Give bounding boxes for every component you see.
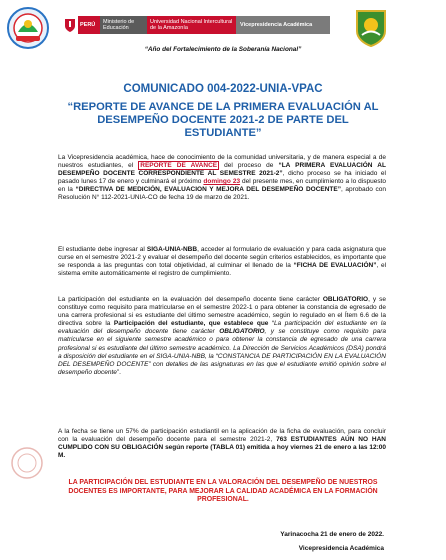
ministry-label: Ministerio de Educación (100, 16, 147, 34)
year-motto: “Año del Fortalecimiento de la Soberanía Nacional” (144, 46, 302, 53)
paragraph-4: A la fecha se tiene un 57% de participación estudiantil en la aplicación de la ficha de evaluación, para concluir con la evaluación del desempeño docente para el semestre 2021-2, 763 ESTUDIANTES AÚN NO HAN CUMPLIDO CON SU OBLIGACIÓN según reporte (TABLA 01) emitida a hoy viernes 21 de enero a las 12:00 M. (58, 428, 386, 460)
paragraph-3: La participación del estudiante en la evaluación del desempeño docente tiene carácter OBLIGATORIO, y se constituye como requisito para matricularse en el semestre 2022-1 o para obtener la constancia de egresado de una carrera profesional si es estudiante del último semestre académico, según lo regulado en el Ítem 6.6 de la directiva sobre la Participación del estudiante, que establece que “La participación del estudiante en la evaluación del desempeño docente tiene carácter OBLIGATORIO, y se constituye como requisito para matricularse en el siguiente semestre académico o para obtener la constancia de egresado de una carrera profesional si es estudiante del último semestre académico. La Dirección de Servicios Académicos (DSA) pondrá a disposición del estudiante en el SIGA-UNIA-NBB, la “CONSTANCIA DE PARTICIPACIÓN EN LA EVALUACIÓN DEL DESEMPEÑO DOCENTE” con detalles de las asignaturas en las que el estudiante emitió opinión sobre el desempeño docente”. (58, 296, 386, 376)
peru-label: PERÚ (78, 16, 100, 34)
office-label: Vicepresidencia Académica (236, 16, 330, 34)
stamp-seal-icon (10, 446, 44, 480)
signature-office: Vicepresidencia Académica (298, 545, 384, 552)
deadline-highlight: domingo 23 (203, 178, 241, 186)
document-date: Yarinacocha 21 de enero de 2022. (280, 531, 384, 538)
highlight-note: LA PARTICIPACIÓN DEL ESTUDIANTE EN LA VALORACIÓN DEL DESEMPEÑO DE NUESTROS DOCENTES ES IMPORTANTE, PARA MEJORAR LA CALIDAD ACADÉMICA EN LA FORMACIÓN PROFESIONAL. (68, 479, 378, 503)
report-highlight: REPORTE DE AVANCE (140, 162, 218, 170)
communique-number: COMUNICADO 004-2022-UNIA-VPAC (123, 83, 323, 95)
university-label: Universidad Nacional Intercultural de la Amazonía (147, 16, 236, 34)
paragraph-2: El estudiante debe ingresar al SIGA-UNIA-NBB, acceder al formulario de evaluación y para cada asignatura que curse en el semestre 2021-2 y evaluar el desempeño del docente según criterios establecidos, es importante que se responda a las preguntas con total objetividad, al culminar el llenado de la “FICHA DE EVALUACIÓN”, el sistema emite automáticamente el registro de cumplimiento. (58, 246, 387, 278)
peru-shield-icon (62, 16, 78, 34)
university-logo-icon (6, 6, 50, 50)
government-bar (62, 16, 330, 34)
document-title: “REPORTE DE AVANCE DE LA PRIMERA EVALUACIÓN AL DESEMPEÑO DOCENTE 2021-2 DE PARTE DEL ESTUDIANTE” (67, 101, 379, 139)
paragraph-1: La Vicepresidencia académica, hace de conocimiento de la comunidad universitaria, y de manera especial a de nuestros estudiantes, el REPORTE DE AVANCE del proceso de “LA PRIMERA EVALUACIÓN AL DESEMPEÑO DOCENTE CORRESPONDIENTE AL SEMESTRE 2021-2”, dicho proceso se ha iniciado el pasado lunes 17 de enero y culminará el próximo domingo 23 del presente mes, en cumplimiento a lo dispuesto en la “DIRECTIVA DE MEDICIÓN, EVALUACION Y MEJORA DEL DESEMPEÑO DOCENTE”, aprobado con Resolución N° 112-2021-UNIA-CO de fecha 19 de marzo de 2021. (58, 154, 386, 202)
crest-logo-icon (354, 8, 388, 48)
letterhead (0, 0, 446, 70)
